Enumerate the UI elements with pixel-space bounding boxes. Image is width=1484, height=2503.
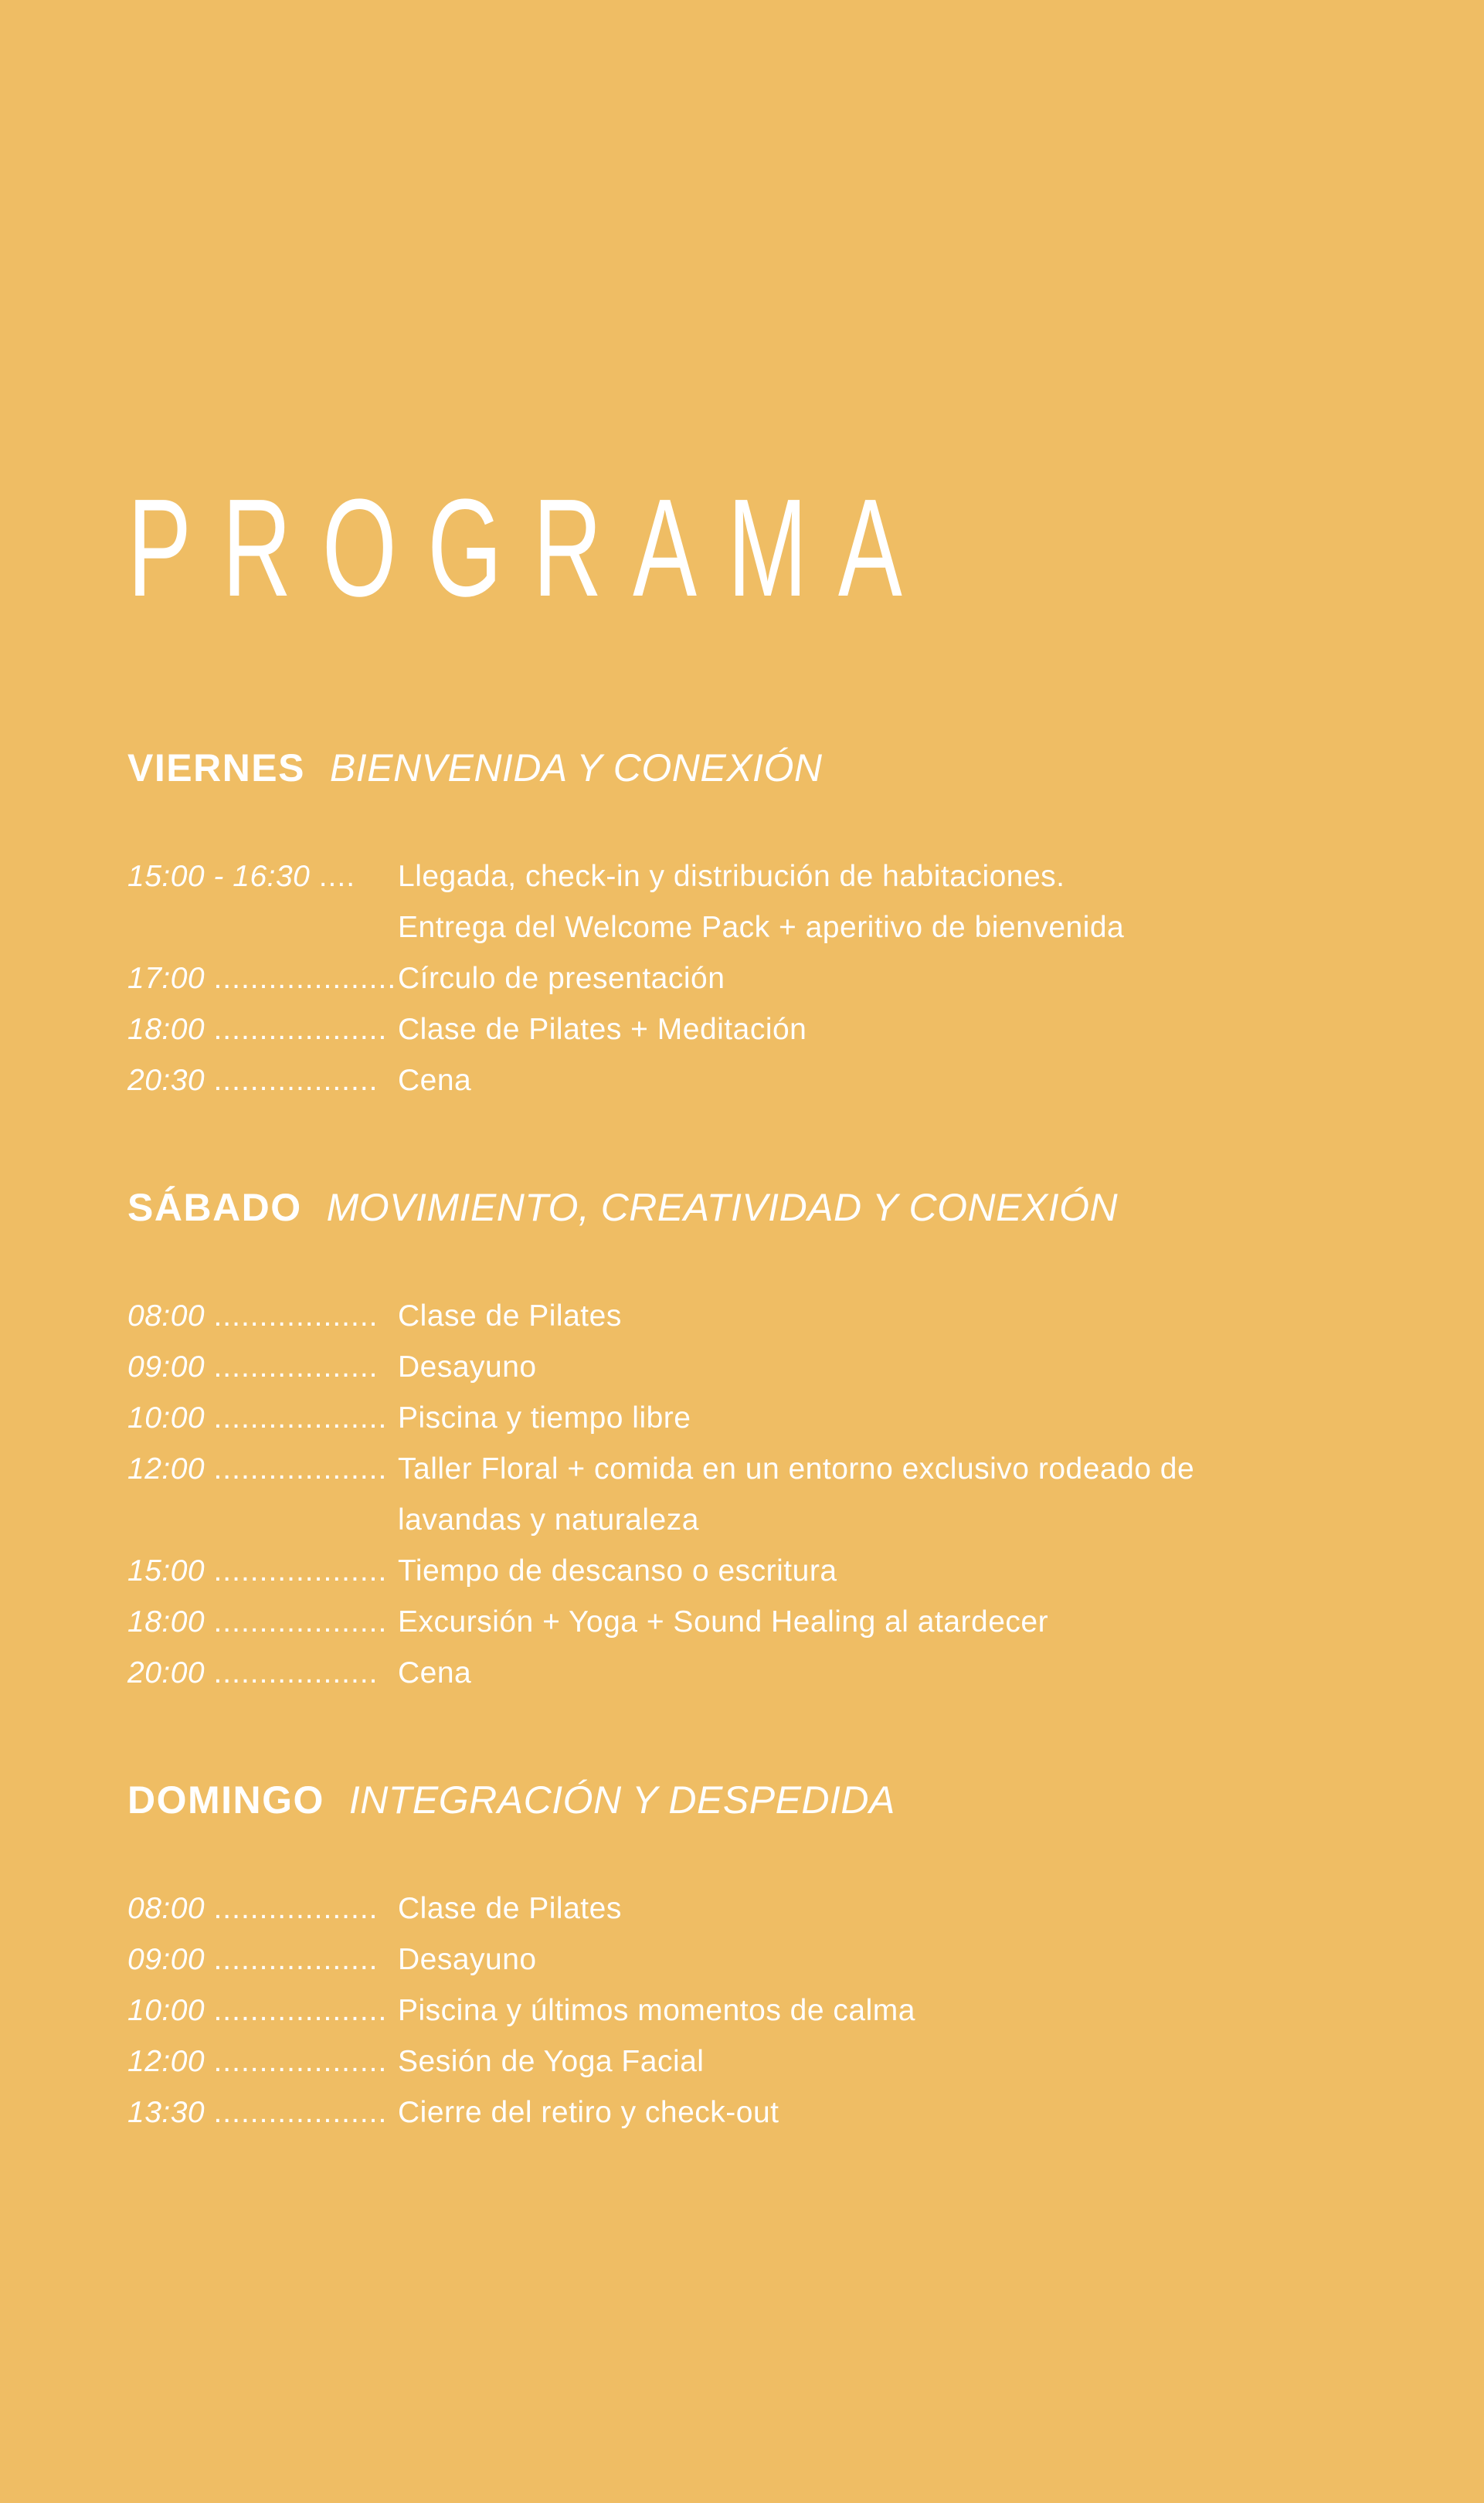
description-line: Clase de Pilates	[398, 1892, 622, 1925]
section-sabado	[127, 1184, 1391, 1699]
description-line: Entrega del Welcome Pack + aperitivo de bienvenida	[398, 911, 1125, 944]
time-value: 08:00	[127, 1892, 205, 1925]
description-line: Taller Floral + comida en un entorno exclusivo rodeado de	[398, 1452, 1195, 1486]
row-description	[398, 1291, 1391, 1342]
row-description	[398, 1393, 1391, 1444]
dotted-leader: ...................	[213, 1554, 388, 1588]
dotted-leader: ...................	[213, 1401, 388, 1435]
dotted-leader: ..................	[213, 1656, 379, 1690]
time-value: 13:30	[127, 2096, 205, 2129]
schedule-row	[127, 1985, 1391, 2036]
row-description	[398, 1648, 1391, 1699]
section-viernes	[127, 744, 1391, 1106]
dotted-leader: ...................	[213, 1994, 388, 2027]
time-value: 18:00	[127, 1013, 205, 1046]
section-header-viernes	[127, 744, 1391, 792]
time-value: 12:00	[127, 1452, 205, 1486]
row-time	[127, 1055, 398, 1106]
day-name: VIERNES	[127, 746, 306, 790]
time-value: 15:00 - 16:30	[127, 860, 311, 893]
row-time	[127, 851, 398, 902]
row-description	[398, 1597, 1391, 1648]
schedule-row	[127, 1597, 1391, 1648]
time-value: 20:30	[127, 1064, 205, 1097]
dotted-leader: ...................	[213, 1452, 388, 1486]
description-line: Cierre del retiro y check-out	[398, 2096, 779, 2129]
dotted-leader: ...................	[213, 1013, 388, 1046]
schedule-sections	[127, 744, 1391, 2138]
day-subtitle: MOVIMIENTO, CREATIVIDAD Y CONEXIÓN	[326, 1186, 1119, 1229]
dotted-leader: ...................	[213, 1605, 388, 1639]
row-time	[127, 1546, 398, 1597]
row-time	[127, 2087, 398, 2138]
row-time	[127, 1597, 398, 1648]
schedule-row	[127, 1393, 1391, 1444]
day-subtitle: BIENVENIDA Y CONEXIÓN	[329, 746, 823, 790]
section-header-sabado	[127, 1184, 1391, 1231]
dotted-leader: ..................	[213, 1943, 379, 1976]
day-subtitle: INTEGRACIÓN Y DESPEDIDA	[348, 1778, 895, 1822]
dotted-leader: ....................	[213, 962, 397, 995]
time-value: 09:00	[127, 1943, 205, 1976]
dotted-leader: ..................	[213, 1064, 379, 1097]
time-value: 20:00	[127, 1656, 205, 1690]
schedule-row	[127, 1342, 1391, 1393]
row-time	[127, 1883, 398, 1934]
day-name: DOMINGO	[127, 1778, 324, 1822]
row-time	[127, 1004, 398, 1055]
schedule-row	[127, 1648, 1391, 1699]
schedule-row	[127, 1546, 1391, 1597]
description-line: Clase de Pilates + Meditación	[398, 1013, 807, 1046]
description-line: Piscina y tiempo libre	[398, 1401, 691, 1435]
description-line: Desayuno	[398, 1943, 537, 1976]
time-value: 08:00	[127, 1299, 205, 1333]
row-time	[127, 1444, 398, 1495]
description-line: Cena	[398, 1656, 472, 1690]
row-description	[398, 1055, 1391, 1106]
section-header-domingo	[127, 1776, 1391, 1824]
row-time	[127, 1342, 398, 1393]
time-value: 12:00	[127, 2045, 205, 2078]
row-time	[127, 1393, 398, 1444]
description-line: Sesión de Yoga Facial	[398, 2045, 705, 2078]
schedule-row	[127, 2036, 1391, 2087]
dotted-leader: ..................	[213, 1892, 379, 1925]
row-description	[398, 851, 1391, 953]
time-value: 18:00	[127, 1605, 205, 1639]
schedule-row	[127, 1444, 1391, 1546]
page-title	[127, 470, 1391, 626]
description-line: Excursión + Yoga + Sound Healing al atardecer	[398, 1605, 1049, 1639]
dotted-leader: ..................	[213, 1299, 379, 1333]
row-time	[127, 1934, 398, 1985]
page-title-text: PROGRAMA	[127, 470, 933, 626]
schedule-row	[127, 1934, 1391, 1985]
time-value: 17:00	[127, 962, 205, 995]
row-description	[398, 1883, 1391, 1934]
schedule-row	[127, 1004, 1391, 1055]
dotted-leader: ...................	[213, 2096, 388, 2129]
section-rows	[127, 1291, 1391, 1699]
schedule-row	[127, 953, 1391, 1004]
row-description	[398, 1004, 1391, 1055]
schedule-row	[127, 1883, 1391, 1934]
row-description	[398, 2087, 1391, 2138]
schedule-row	[127, 851, 1391, 953]
row-description	[398, 1342, 1391, 1393]
day-name: SÁBADO	[127, 1186, 302, 1229]
time-value: 10:00	[127, 1401, 205, 1435]
section-domingo	[127, 1776, 1391, 2138]
row-time	[127, 1648, 398, 1699]
schedule-row	[127, 2087, 1391, 2138]
dotted-leader: ....	[318, 860, 356, 893]
row-description	[398, 1985, 1391, 2036]
description-line: Círculo de presentación	[398, 962, 725, 995]
row-description	[398, 953, 1391, 1004]
section-rows	[127, 851, 1391, 1106]
row-description	[398, 1934, 1391, 1985]
description-line: Tiempo de descanso o escritura	[398, 1554, 837, 1588]
row-time	[127, 1985, 398, 2036]
section-rows	[127, 1883, 1391, 2138]
description-line: Piscina y últimos momentos de calma	[398, 1994, 915, 2027]
row-time	[127, 2036, 398, 2087]
dotted-leader: ..................	[213, 1350, 379, 1384]
dotted-leader: ...................	[213, 2045, 388, 2078]
schedule-row	[127, 1055, 1391, 1106]
schedule-row	[127, 1291, 1391, 1342]
row-time	[127, 953, 398, 1004]
description-line: Clase de Pilates	[398, 1299, 622, 1333]
time-value: 09:00	[127, 1350, 205, 1384]
description-line: lavandas y naturaleza	[398, 1503, 699, 1537]
row-description	[398, 1546, 1391, 1597]
time-value: 10:00	[127, 1994, 205, 2027]
description-line: Llegada, check-in y distribución de habitaciones.	[398, 860, 1065, 893]
description-line: Cena	[398, 1064, 472, 1097]
row-time	[127, 1291, 398, 1342]
time-value: 15:00	[127, 1554, 205, 1588]
row-description	[398, 2036, 1391, 2087]
row-description	[398, 1444, 1391, 1546]
description-line: Desayuno	[398, 1350, 537, 1384]
